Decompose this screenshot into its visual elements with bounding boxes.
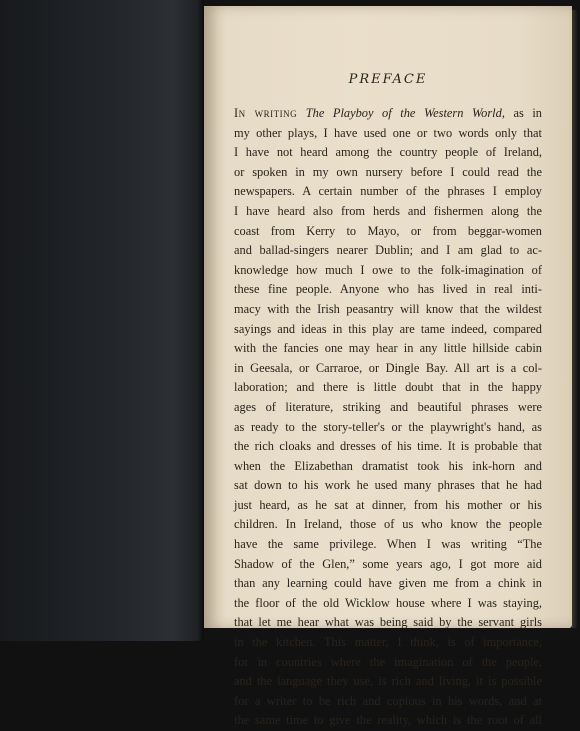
text-line: knowledge how much I owe to the folk-imagination of: [234, 262, 542, 277]
text-line: I have heard also from herds and fishermen along the: [234, 203, 542, 218]
text-line: the floor of the old Wicklow house where I was staying,: [234, 595, 542, 610]
text-line: or spoken in my own nursery before I could read the: [234, 164, 542, 179]
preface-body: [234, 104, 542, 731]
text-line: sayings and ideas in this play are tame indeed, compared: [234, 321, 542, 336]
text-line: and ballad-singers nearer Dublin; and I am glad to ac-: [234, 243, 542, 258]
text-line: sat down to his work he used many phrases that he had: [234, 478, 542, 493]
text-line: have the same privilege. When I was writing “The: [234, 537, 542, 552]
text-line: ages of literature, striking and beautiful phrases were: [234, 399, 542, 414]
text-line: Shadow of the Glen,” some years ago, I got more aid: [234, 556, 542, 571]
text-line: for a writer to be rich and copious in his words, and at: [234, 693, 542, 708]
text-line: for in countries where the imagination of the people,: [234, 654, 542, 669]
text-line: in the kitchen. This matter, I think, is of importance,: [234, 635, 542, 650]
page-heading: PREFACE: [348, 72, 428, 87]
text-line: the rich cloaks and dresses of his time. It is probable that: [234, 439, 542, 454]
text-line: my other plays, I have used one or two words only that: [234, 125, 542, 140]
page-edge-shadow: [572, 10, 577, 628]
text-line: these fine people. Anyone who has lived in real inti-: [234, 282, 542, 297]
text-line: in Geesala, or Carraroe, or Dingle Bay. All art is a col-: [234, 360, 542, 375]
text-line: macy with the Irish peasantry will know that the wildest: [234, 301, 542, 316]
text-line: children. In Ireland, those of us who know the people: [234, 517, 542, 532]
text-line: I have not heard among the country people of Ireland,: [234, 145, 542, 160]
text-line: the same time to give the reality, which is the root of all: [234, 713, 542, 728]
text-line: just heard, as he sat at dinner, from his mother or his: [234, 497, 542, 512]
text-line: that let me hear what was being said by the servant girls: [234, 615, 542, 630]
opening-small-caps: In writing: [234, 106, 298, 120]
text-line: than any learning could have given me from a chink in: [234, 576, 542, 591]
first-line-rest: , as in: [501, 106, 542, 120]
text-line: newspapers. A certain number of the phrases I employ: [234, 184, 542, 199]
text-line: when the Elizabethan dramatist took his ink-horn and: [234, 458, 542, 473]
text-line: with the fancies one may hear in any little hillside cabin: [234, 341, 542, 356]
text-line-first: [234, 104, 542, 124]
left-page-shadow: [0, 0, 204, 641]
text-line: as ready to the story-teller's or the playwright's hand, as: [234, 419, 542, 434]
play-title: The Playboy of the Western World: [305, 106, 502, 120]
text-line: and the language they use, is rich and living, it is possible: [234, 674, 542, 689]
text-line: laboration; and there is little doubt that in the happy: [234, 380, 542, 395]
text-line: coast from Kerry to Mayo, or from beggar-women: [234, 223, 542, 238]
preface-page: [204, 6, 572, 728]
